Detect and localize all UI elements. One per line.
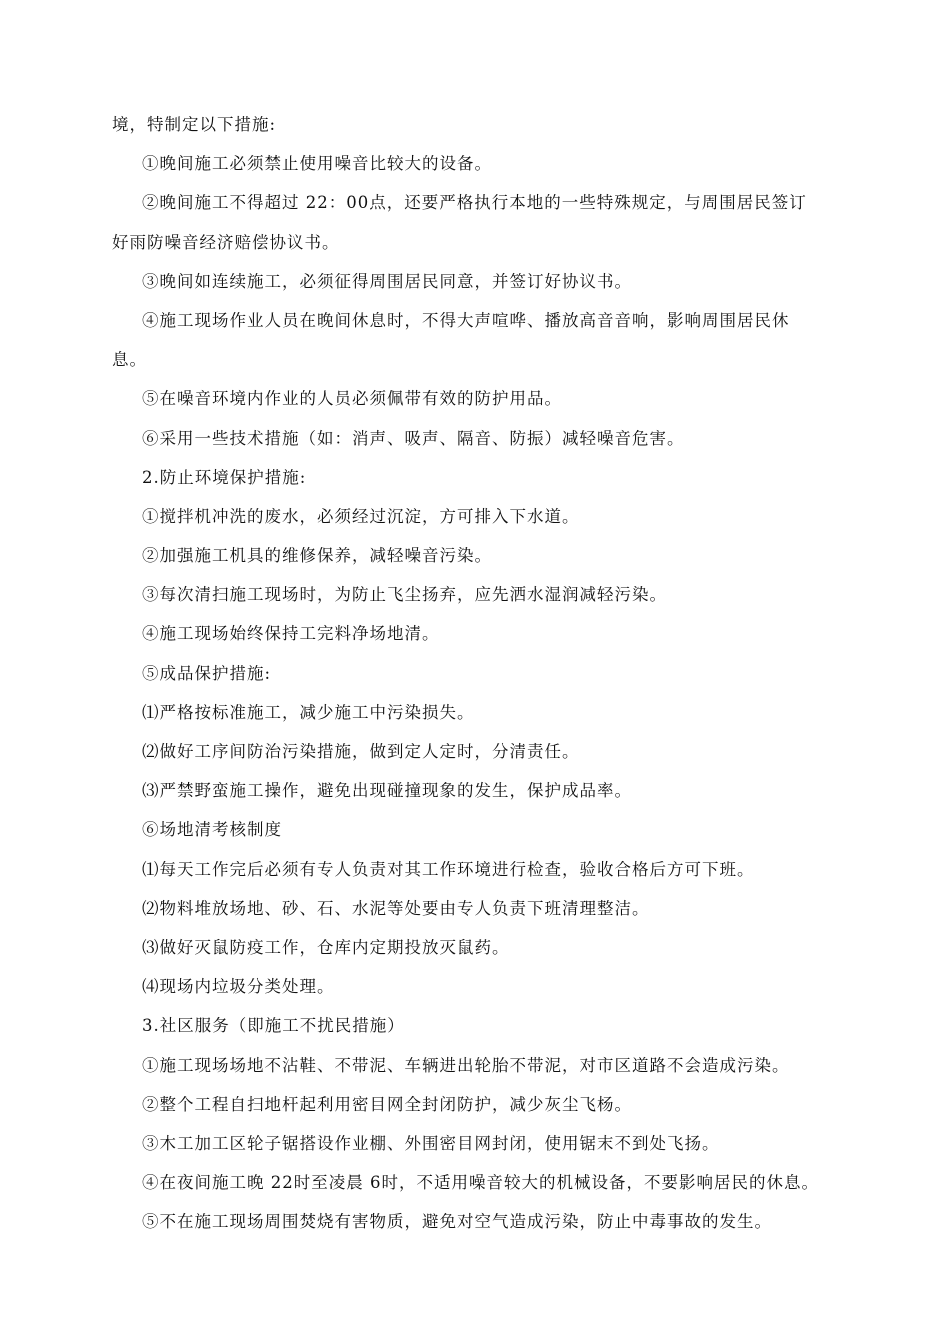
text-line: ③晚间如连续施工，必须征得周围居民同意，并签订好协议书。 [142, 271, 632, 291]
text-line: ⑤成品保护措施: [142, 663, 272, 683]
text-line: ⑷现场内垃圾分类处理。 [142, 977, 335, 997]
text-line: ⑶严禁野蛮施工操作，避免出现碰撞现象的发生，保护成品率。 [142, 781, 632, 801]
text-line: ⑤不在施工现场周围焚烧有害物质，避免对空气造成污染，防止中毒事故的发生。 [142, 1212, 772, 1232]
text-line: 2.防止环境保护措施: [142, 467, 307, 487]
text-line: ①搅拌机冲洗的废水，必须经过沉淀，方可排入下水道。 [142, 506, 580, 526]
text-line: 好雨防噪音经济赔偿协议书。 [112, 232, 340, 252]
text-line: 3.社区服务（即施工不扰民措施） [142, 1016, 405, 1036]
text-line: ③每次清扫施工现场时，为防止飞尘扬弃，应先洒水湿润减轻污染。 [142, 585, 667, 605]
text-line: ②整个工程自扫地杆起利用密目网全封闭防护，减少灰尘飞杨。 [142, 1094, 632, 1114]
text-line: ⑴严格按标准施工，减少施工中污染损失。 [142, 702, 475, 722]
text-line: ②加强施工机具的维修保养，减轻噪音污染。 [142, 546, 492, 566]
text-line: ②晚间施工不得超过 22：00点，还要严格执行本地的一些特殊规定，与周围居民签订 [142, 193, 807, 213]
text-line: ④施工现场始终保持工完料净场地清。 [142, 624, 440, 644]
text-line: ①晚间施工必须禁止使用噪音比较大的设备。 [142, 154, 492, 174]
text-line: ⑶做好灭鼠防疫工作，仓库内定期投放灭鼠药。 [142, 937, 510, 957]
document-body [112, 105, 872, 1241]
text-line: 境，特制定以下措施: [112, 115, 277, 134]
text-line: ③木工加工区轮子锯搭设作业棚、外围密目网封闭，使用锯末不到处飞扬。 [142, 1133, 720, 1153]
text-line: ①施工现场场地不沾鞋、不带泥、车辆进出轮胎不带泥，对市区道路不会造成污染。 [142, 1055, 790, 1075]
text-line: ⑥场地清考核制度 [142, 820, 282, 840]
text-line: ④在夜间施工晚 22时至凌晨 6时，不适用噪音较大的机械设备，不要影响居民的休息。 [142, 1173, 819, 1193]
text-line: ⑵做好工序间防治污染措施，做到定人定时，分清责任。 [142, 742, 580, 761]
text-line: ④施工现场作业人员在晚间休息时，不得大声喧哗、播放高音音响，影响周围居民休 [142, 310, 790, 330]
text-line: 息。 [112, 350, 147, 370]
text-line: ⑴每天工作完后必须有专人负责对其工作环境进行检查，验收合格后方可下班。 [142, 859, 755, 879]
text-line: ⑵物料堆放场地、砂、石、水泥等处要由专人负责下班清理整洁。 [142, 898, 650, 918]
text-line: ⑤在噪音环境内作业的人员必须佩带有效的防护用品。 [142, 389, 562, 409]
text-line: ⑥采用一些技术措施（如：消声、吸声、隔音、防振）减轻噪音危害。 [142, 428, 685, 448]
